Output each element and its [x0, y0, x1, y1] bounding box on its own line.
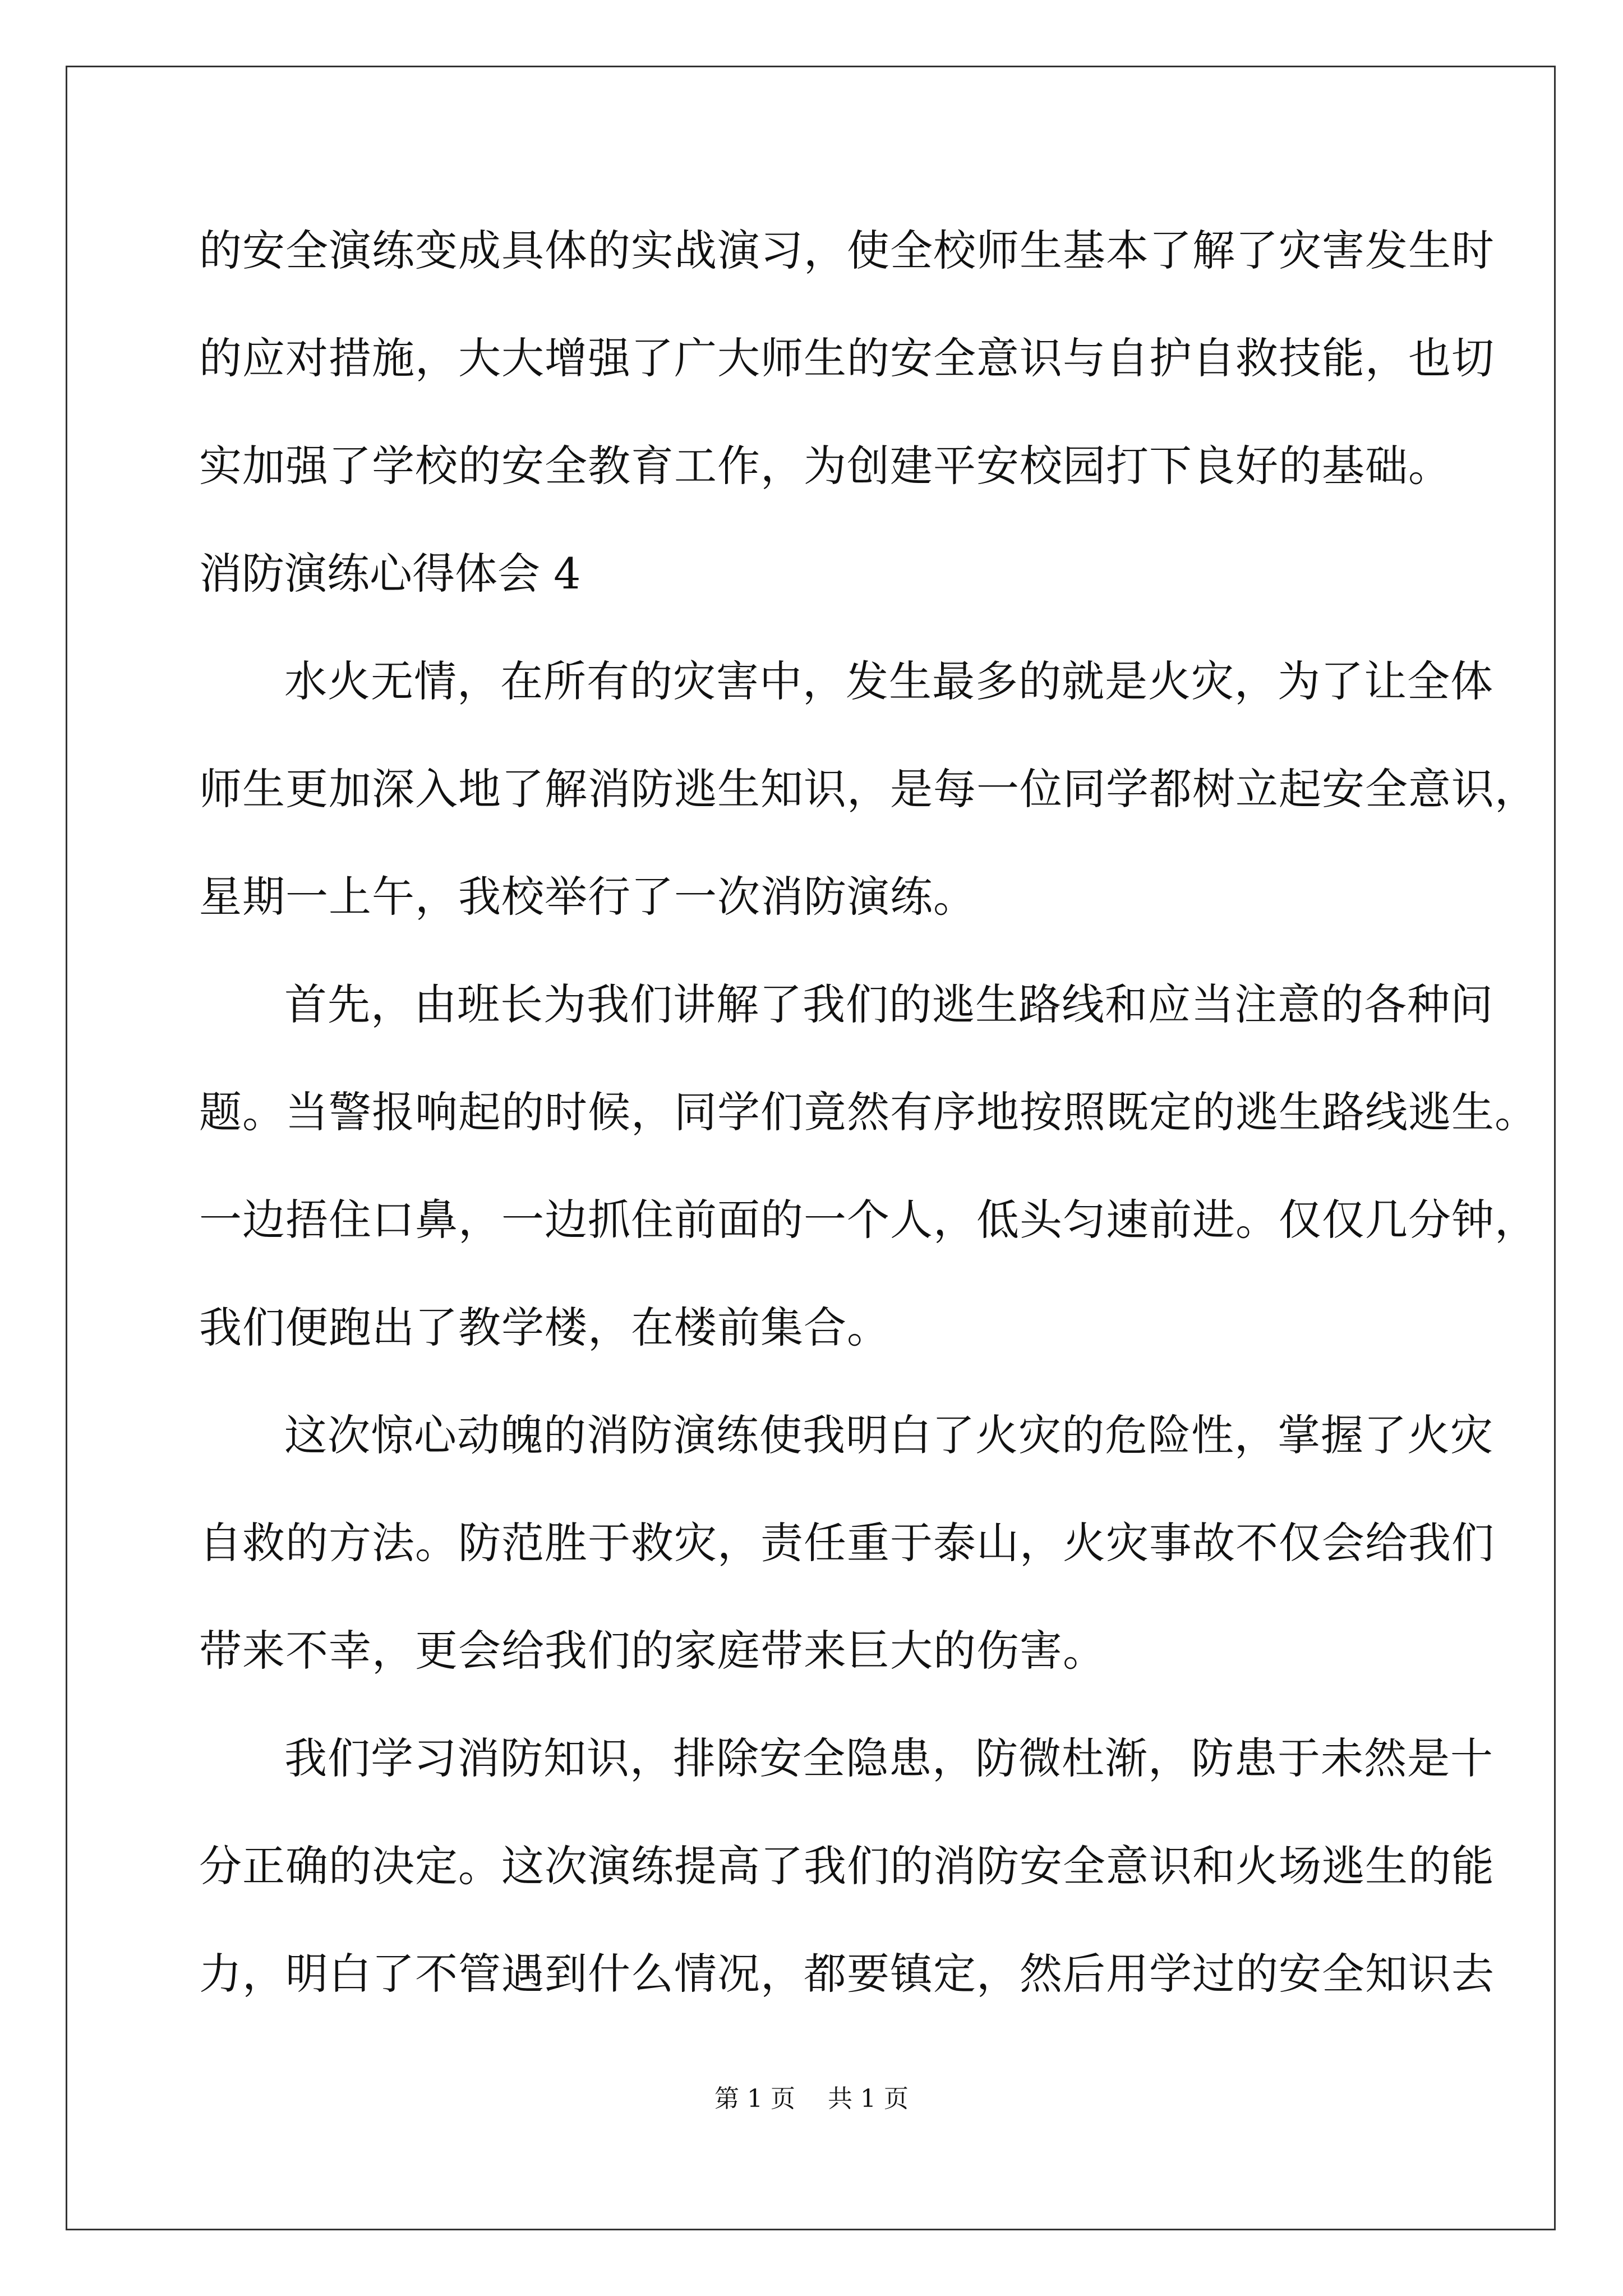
- text-line: 我们便跑出了教学楼，在楼前集合。: [199, 1303, 890, 1352]
- page-total: 共 1 页: [828, 2085, 909, 2113]
- text-line: 的应对措施，大大增强了广大师生的安全意识与自护自救技能，也切: [199, 333, 1495, 383]
- section-heading: 消防演练心得体会 4: [199, 549, 581, 599]
- text-line: 星期一上午，我校举行了一次消防演练。: [199, 872, 976, 922]
- page-footer: [0, 2078, 1623, 2114]
- text-line: 力，明白了不管遇到什么情况，都要镇定，然后用学过的安全知识去: [199, 1949, 1495, 1999]
- page-number: 第 1 页: [714, 2085, 795, 2113]
- text-line: 首先，由班长为我们讲解了我们的逃生路线和应当注意的各种问: [284, 979, 1493, 1029]
- text-line: 实加强了学校的安全教育工作，为创建平安校园打下良好的基础。: [199, 441, 1451, 491]
- text-line: 这次惊心动魄的消防演练使我明白了火灾的危险性，掌握了火灾: [284, 1410, 1493, 1460]
- text-line: 分正确的决定。这次演练提高了我们的消防安全意识和火场逃生的能: [199, 1841, 1495, 1891]
- text-line: 我们学习消防知识，排除安全隐患，防微杜渐，防患于未然是十: [284, 1733, 1493, 1783]
- text-line: 师生更加深入地了解消防逃生知识，是每一位同学都树立起安全意识，: [199, 764, 1538, 814]
- text-line: 的安全演练变成具体的实战演习，使全校师生基本了解了灾害发生时: [199, 226, 1495, 275]
- text-line: 带来不幸，更会给我们的家庭带来巨大的伤害。: [199, 1626, 1106, 1676]
- text-line: 水火无情，在所有的灾害中，发生最多的就是火灾，为了让全体: [284, 656, 1493, 706]
- text-line: 题。当警报响起的时候，同学们竟然有序地按照既定的逃生路线逃生。: [199, 1087, 1538, 1137]
- document-body: [199, 209, 1538, 2040]
- text-line: 一边捂住口鼻，一边抓住前面的一个人，低头匀速前进。仅仅几分钟，: [199, 1195, 1538, 1245]
- text-line: 自救的方法。防范胜于救灾，责任重于泰山，火灾事故不仅会给我们: [199, 1518, 1495, 1568]
